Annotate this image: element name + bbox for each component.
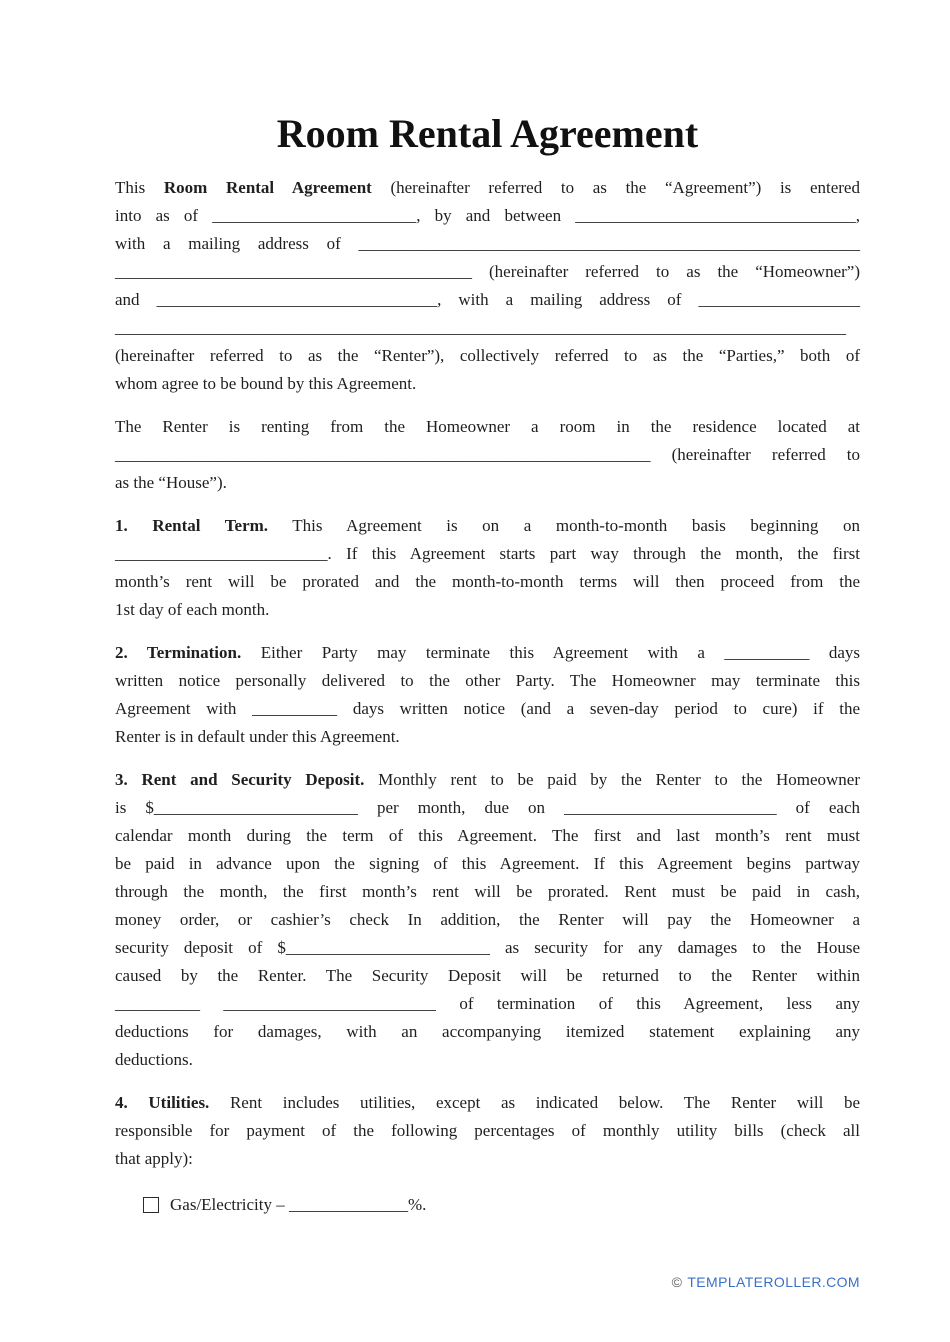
- text-segment: Rent includes utilities, except as indicated below. The Renter will be: [209, 1093, 860, 1112]
- section-heading: 4. Utilities.: [115, 1093, 210, 1112]
- text-line: _______________________________________________________________ (hereinafter referred to: [115, 445, 860, 464]
- section-heading: 1. Rental Term.: [115, 516, 269, 535]
- text-line: and _________________________________, with a mailing address of ___________________: [115, 290, 860, 309]
- text-line: _________________________. If this Agreement starts part way through the month, the first: [115, 544, 860, 563]
- residence-paragraph: [115, 413, 860, 497]
- text-line: deductions for damages, with an accompanying itemized statement explaining any: [115, 1022, 860, 1041]
- checkbox-label: Gas/Electricity – ______________%.: [170, 1195, 427, 1214]
- templateroller-link[interactable]: TEMPLATEROLLER.COM: [687, 1274, 860, 1290]
- gas-electricity-checkbox[interactable]: [143, 1197, 159, 1213]
- section-termination: [115, 639, 860, 751]
- text-line: security deposit of $________________________ as security for any damages to the House: [115, 938, 860, 957]
- text-line: into as of ________________________, by and between _________________________________,: [115, 206, 860, 225]
- text-line: responsible for payment of the following percentages of monthly utility bills (check all: [115, 1121, 860, 1140]
- text-line: Renter is in default under this Agreement.: [115, 727, 400, 746]
- section-rental-term: [115, 512, 860, 624]
- section-rent-security-deposit: [115, 766, 860, 1074]
- text-line: be paid in advance upon the signing of this Agreement. If this Agreement begins partway: [115, 854, 860, 873]
- text-line: through the month, the first month’s rent will be prorated. Rent must be paid in cash,: [115, 882, 860, 901]
- intro-paragraph: [115, 174, 860, 398]
- section-heading: 2. Termination.: [115, 643, 242, 662]
- text-line: is $________________________ per month, due on _________________________ of each: [115, 798, 860, 817]
- copyright-symbol: ©: [671, 1274, 683, 1290]
- text-line: with a mailing address of ___________________________________________________________: [115, 234, 860, 253]
- section-utilities: [115, 1089, 860, 1173]
- text-line: The Renter is renting from the Homeowner a room in the residence located at: [115, 417, 860, 436]
- bold-segment: Room Rental Agreement: [163, 178, 372, 197]
- text-line: written notice personally delivered to the other Party. The Homeowner may terminate this: [115, 671, 860, 690]
- text-line: caused by the Renter. The Security Deposit will be returned to the Renter within: [115, 966, 860, 985]
- blank-underscore-line: ______________________________________________________________________________________: [115, 318, 846, 337]
- text-line: [115, 1089, 860, 1117]
- text-line: Agreement with __________ days written notice (and a seven-day period to cure) if the: [115, 699, 860, 718]
- document-title: Room Rental Agreement: [276, 111, 699, 156]
- text-line: whom agree to be bound by this Agreement.: [115, 374, 417, 393]
- text-line: calendar month during the term of this Agreement. The first and last month’s rent must: [115, 826, 860, 845]
- section-heading: 3. Rent and Security Deposit.: [115, 770, 365, 789]
- text-line: [115, 512, 860, 540]
- utilities-checklist-item: [143, 1191, 860, 1219]
- text-segment: Either Party may terminate this Agreement with a __________ days: [241, 643, 860, 662]
- text-segment: This: [115, 178, 164, 197]
- text-line: 1st day of each month.: [115, 600, 270, 619]
- text-line: money order, or cashier’s check In addition, the Renter will pay the Homeowner a: [115, 910, 860, 929]
- text-line: that apply):: [115, 1149, 193, 1168]
- text-line: __________________________________________ (hereinafter referred to as the “Homeowner”): [115, 262, 860, 281]
- text-line: as the “House”).: [115, 473, 227, 492]
- text-segment: (hereinafter referred to as the “Agreement”) is entered: [371, 178, 860, 197]
- text-line: month’s rent will be prorated and the month-to-month terms will then proceed from the: [115, 572, 860, 591]
- text-segment: This Agreement is on a month-to-month basis beginning on: [268, 516, 860, 535]
- page-footer: [672, 1274, 860, 1290]
- text-line: [115, 639, 860, 667]
- text-line: (hereinafter referred to as the “Renter”), collectively referred to as the “Parties,” both of: [115, 346, 860, 365]
- text-line: [115, 174, 860, 202]
- text-line: [115, 766, 860, 794]
- text-line: deductions.: [115, 1050, 193, 1069]
- text-line: __________ _________________________ of termination of this Agreement, less any: [115, 994, 860, 1013]
- text-segment: Monthly rent to be paid by the Renter to the Homeowner: [364, 770, 860, 789]
